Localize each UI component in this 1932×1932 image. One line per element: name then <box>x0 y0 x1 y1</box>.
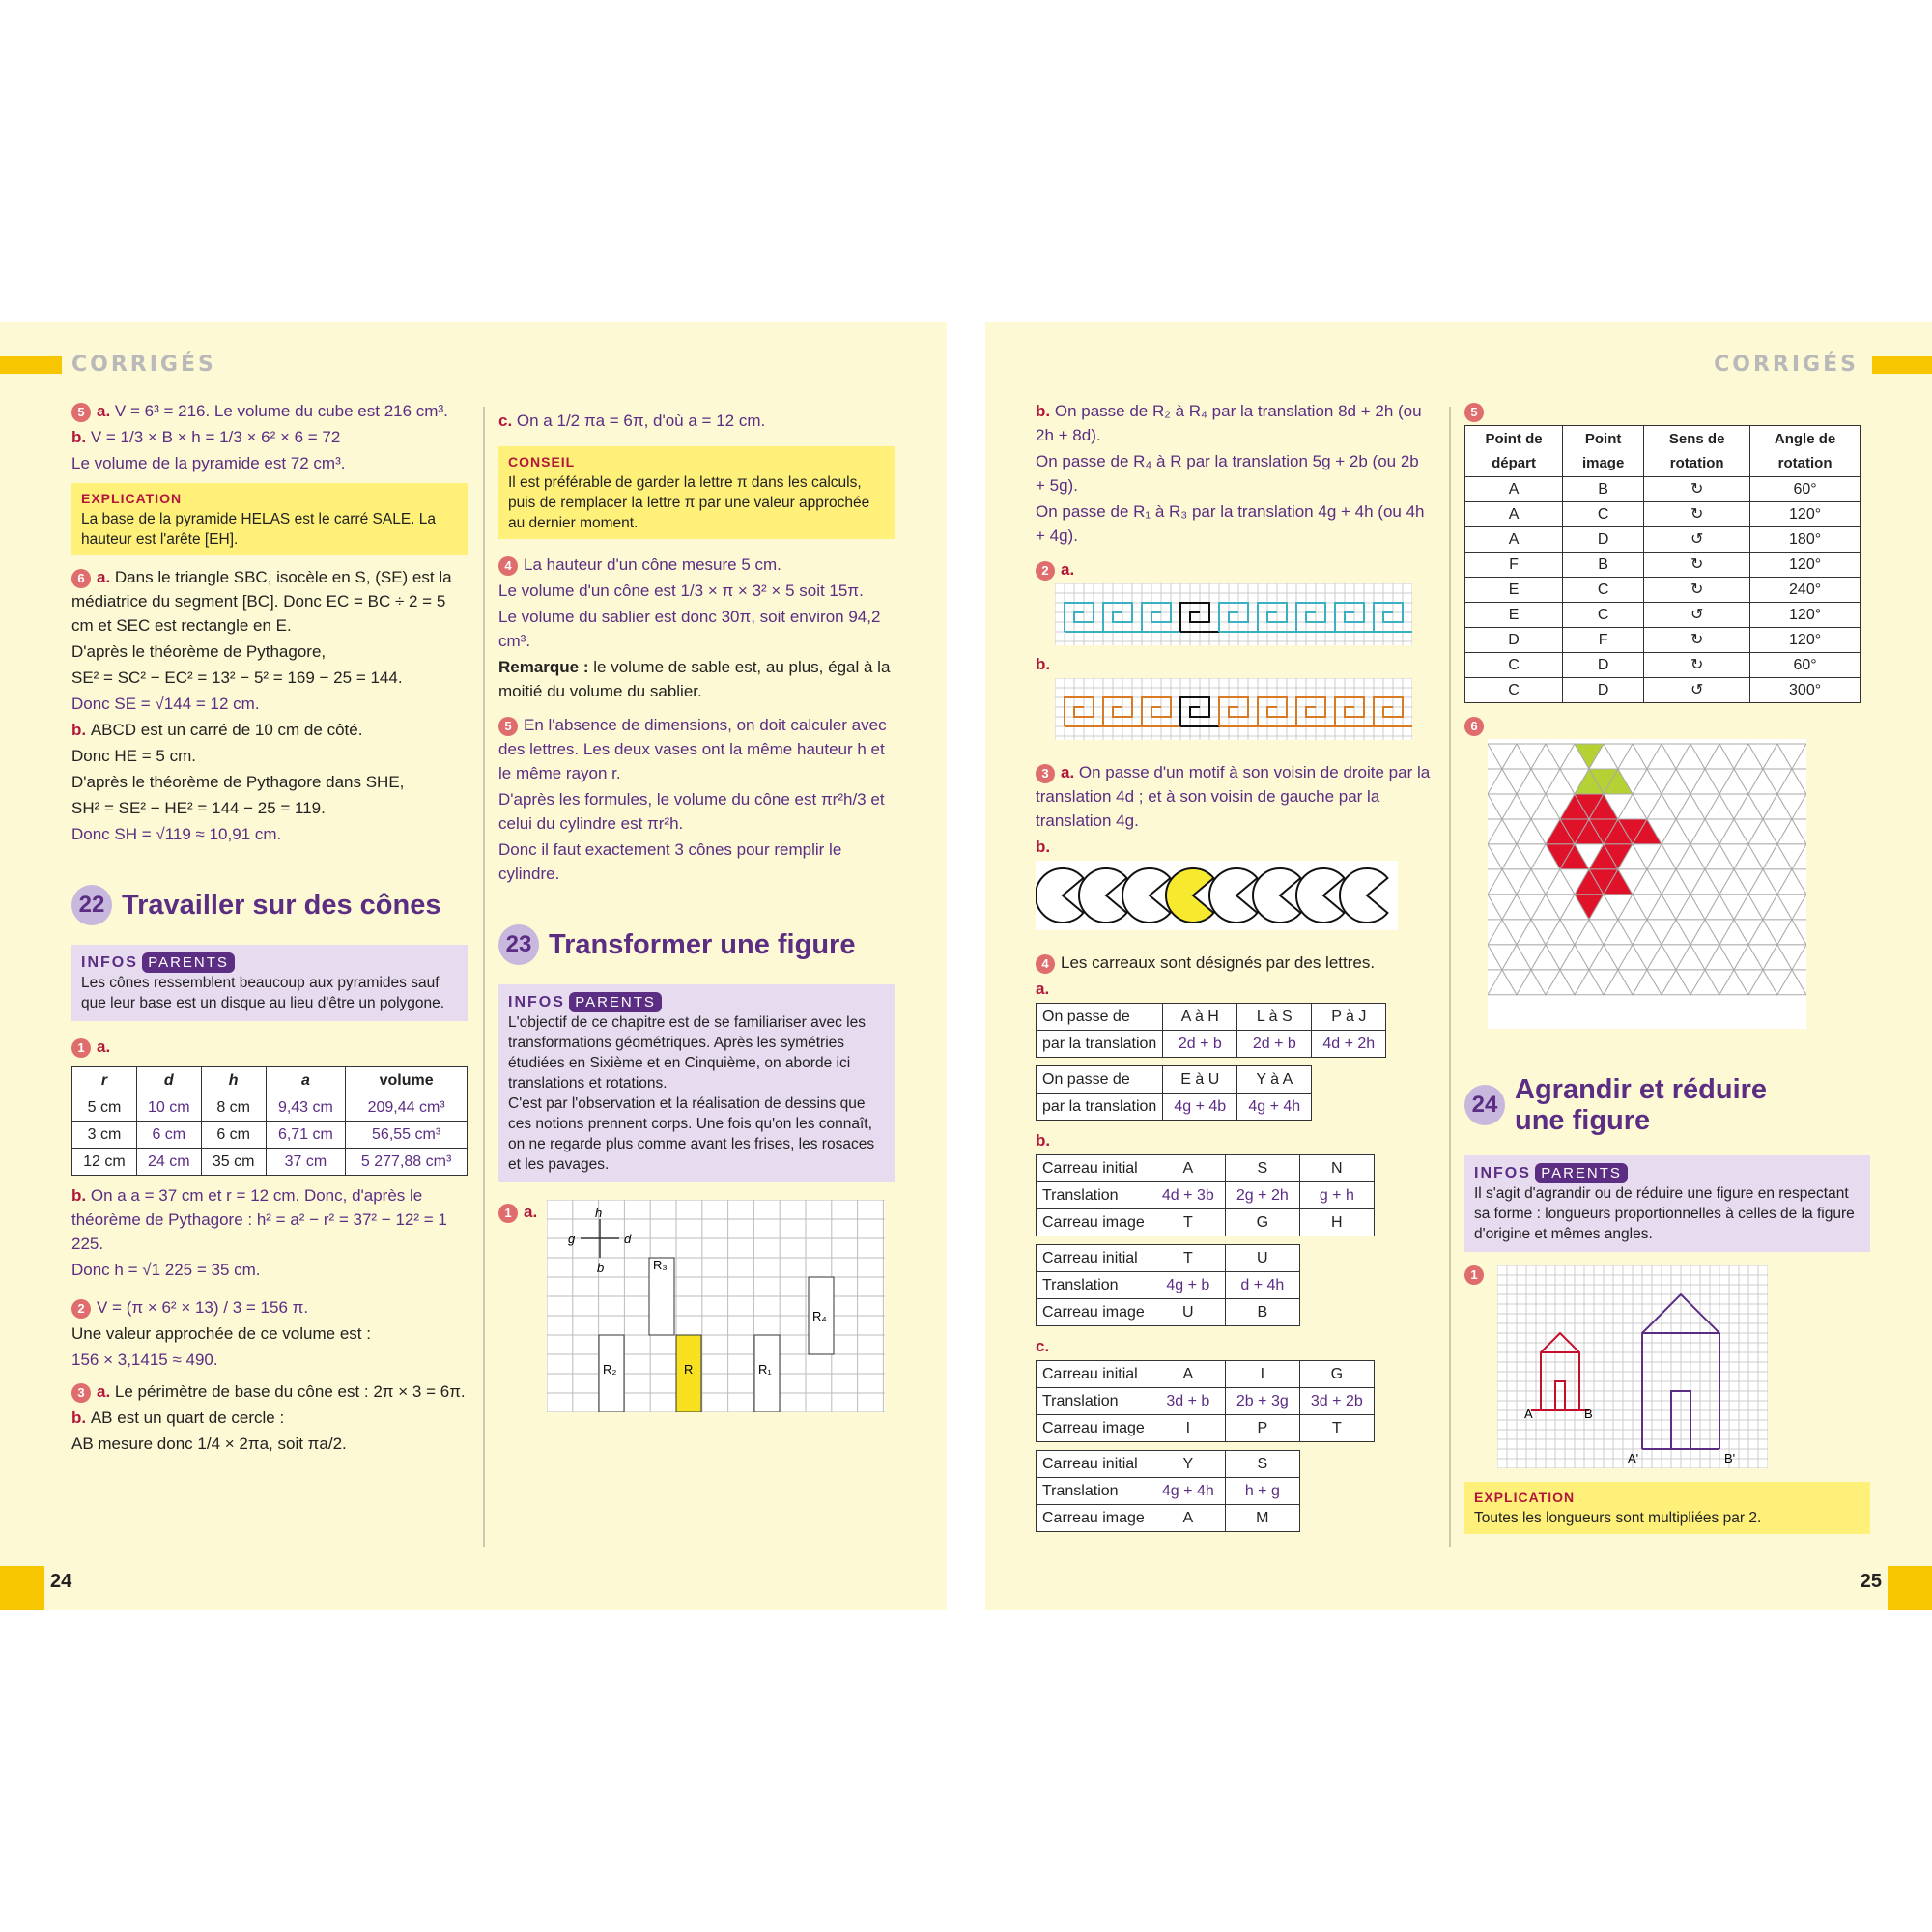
table-a2 <box>1036 1065 1312 1121</box>
table-cell: 4g + b <box>1151 1272 1225 1299</box>
infos-text: Il s'agit d'agrandir ou de réduire une figure en respectant sa forme : longueurs proportionnelles à celles de la figure d'origine et mêmes angles. <box>1474 1185 1855 1242</box>
q2-2: Une valeur approchée de ce volume est : <box>71 1324 371 1343</box>
table-cell: Y à A <box>1237 1066 1312 1094</box>
label-R4: R₄ <box>812 1309 827 1323</box>
section-23-heading <box>498 924 895 965</box>
b-1: On passe de R₂ à R₄ par la translation 8d + 2h (ou 2h + 8d). <box>1036 402 1422 444</box>
explanation-title: EXPLICATION <box>81 491 183 506</box>
table-cell: I <box>1151 1415 1225 1442</box>
table-cell: 6 cm <box>201 1122 266 1149</box>
table-cell: 3d + b <box>1151 1388 1225 1415</box>
house-enlargement <box>1497 1265 1768 1468</box>
left-column-1: 5 a. V = 6³ = 216. Le volume du cube est 216 cm³. b. V = 1/3 × B × h = 1/3 × 6² × 6 = 72 Le volume de la pyramide est 72 cm³. EXPLICATION La base de la pyramide HELAS est le carré SALE. La hauteur est l'arête [EH]. 6 a. Dans le triangle SBC, isocèle en S, (SE) est la médiatrice du segment [BC]. Donc EC = BC ÷ 2 = 5 cm et SEC est rectangle en E. D'après le théorème de Pythagore, SE² = SC² − EC² = 13² − 5² = 169 − 25 = 144. Donc SE = √144 = 12 cm. b. ABCD est un carré de 10 cm de côté. Donc HE = 5 cm. D'après le théorème de Pythagore dans SHE, SH² = SE² − HE² = 144 − 25 = 119. Donc SH = √119 ≈ 10,91 cm. 22 Travailler sur des cônes INFOS PARENTS Les cônes ressemblent beaucoup aux pyramides sauf que leur base est un disque au lieu d'être un polygone. 1 a. r d h a volume 5 cm 10 cm 8 cm 9,43 cm 209,44 cm³ 3 cm 6 cm 6 cm 6,71 cm 56,55 cm³ 12 cm 24 cm 35 cm 37 cm 5 277,88 cm³ b. On a a = 37 cm et r = 12 cm. Donc, d'après le théorème de Pythagore : h² = a² − r² = 37² − 12² = 1 225. Donc h = √1 225 = 35 cm. 2 V = (π × 6² × 13) / 3 = 156 π. Une valeur approchée de ce volume est : 156 × 3,1415 ≈ 490. 3 a. Le périmètre de base du cône est : 2π × 3 = 6π. b. AB est un quart de cercle : AB mesure donc 1/4 × 2πa, soit πa/2. <box>71 399 468 1458</box>
table-cell: 6 cm <box>136 1122 201 1149</box>
table-cell: 120° <box>1750 603 1861 628</box>
table-cell: par la translation <box>1037 1031 1163 1058</box>
qc: On a 1/2 πa = 6π, d'où a = 12 cm. <box>516 412 766 430</box>
table-cell: C <box>1465 678 1563 703</box>
q3b-2: AB mesure donc 1/4 × 2πa, soit πa/2. <box>71 1435 347 1453</box>
table-cell: U <box>1151 1299 1225 1326</box>
page-number-left: 24 <box>50 1571 72 1592</box>
table-header: Sens de rotation <box>1644 426 1750 477</box>
table-cell: D <box>1563 653 1644 678</box>
explanation-box <box>71 483 468 555</box>
explanation-title: EXPLICATION <box>1474 1490 1576 1505</box>
table-cell: U <box>1225 1245 1299 1272</box>
q6a-1: Dans le triangle SBC, isocèle en S, (SE) est la médiatrice du segment [BC]. Donc EC = BC ÷ 2 = 5 cm et SEC est rectangle en E. <box>71 568 452 635</box>
section-number: 22 <box>71 885 112 925</box>
q3a: Le périmètre de base du cône est : 2π × 3 = 6π. <box>114 1382 466 1401</box>
q4: Les carreaux sont désignés par des lettres. <box>1061 953 1376 972</box>
table-a1 <box>1036 1003 1386 1058</box>
question-number: 6 <box>71 569 91 588</box>
section-title: Transformer une figure <box>549 929 856 960</box>
table-cell: Translation <box>1037 1272 1151 1299</box>
infos-text-1: L'objectif de ce chapitre est de se familiariser avec les transformations géométriques. Après les symétries étudiées en Sixième et en Cinquième, on aborde ici translations et rotations. <box>508 1014 866 1092</box>
table-cell: N <box>1299 1155 1374 1182</box>
q3b-1: AB est un quart de cercle : <box>90 1408 285 1427</box>
table-cell: g + h <box>1299 1182 1374 1209</box>
question-number: 1 <box>71 1038 91 1058</box>
page-corner-right <box>1888 1566 1932 1610</box>
table-cell: Translation <box>1037 1388 1151 1415</box>
q6b-3: D'après le théorème de Pythagore dans SHE, <box>71 773 405 791</box>
label-R: R <box>684 1362 694 1377</box>
b-3: On passe de R₁ à R₃ par la translation 4g + 4h (ou 4h + 4g). <box>1036 502 1425 545</box>
page-corner-left <box>0 1566 44 1610</box>
table-cell: T <box>1151 1209 1225 1236</box>
q5-2: D'après les formules, le volume du cône est πr²h/3 et celui du cylindre est πr²h. <box>498 790 885 833</box>
table-cell: ↻ <box>1644 553 1750 578</box>
table-cell: 60° <box>1750 477 1861 502</box>
explanation-box <box>1464 1482 1870 1534</box>
table-cell: A <box>1151 1155 1225 1182</box>
table-cell: ↻ <box>1644 653 1750 678</box>
table-row <box>1465 477 1861 502</box>
table-row <box>1037 1361 1375 1388</box>
q6a-4: Donc SE = √144 = 12 cm. <box>71 695 260 713</box>
table-cell: On passe de <box>1037 1004 1163 1031</box>
table-cell: ↻ <box>1644 477 1750 502</box>
right-column-2 <box>1464 399 1870 1542</box>
label-R1: R₁ <box>758 1362 772 1377</box>
table-header: h <box>201 1067 266 1094</box>
label-b: b <box>597 1261 605 1275</box>
explanation-text: Toutes les longueurs sont multipliées par 2. <box>1474 1510 1762 1526</box>
table-cell: 5 cm <box>72 1094 137 1122</box>
q6a-2: D'après le théorème de Pythagore, <box>71 642 327 661</box>
q6b-2: Donc HE = 5 cm. <box>71 747 196 765</box>
table-row <box>1465 578 1861 603</box>
page-number-right: 25 <box>1860 1571 1882 1592</box>
table-row <box>1465 628 1861 653</box>
q2-3: 156 × 3,1415 ≈ 490. <box>71 1350 218 1369</box>
table-cell: A <box>1465 527 1563 553</box>
header-bar-right <box>1872 356 1932 374</box>
table-row <box>1465 603 1861 628</box>
table-cell: Translation <box>1037 1478 1151 1505</box>
table-cell: B <box>1563 477 1644 502</box>
table-cell: B <box>1563 553 1644 578</box>
right-column-1: b. On passe de R₂ à R₄ par la translation 8d + 2h (ou 2h + 8d). On passe de R₄ à R par la translation 5g + 2b (ou 2b + 5g). On passe de R₁ à R₃ par la translation 4g + 4h (ou 4h + 4g). 2 a. b. 3 a. On passe d'un motif à son voisin de droite par la translation 4d ; et à son voisin de gauche par la translation 4g. b. 4 Les carreaux sont désignés par des lettres. a. On passe de A à H L à S P à J par la translation 2d + b 2d + b 4d + 2h On passe de E à U Y à A par la translation 4g + 4b 4g + 4h b. Carreau initial A S N Translation 4d + 3b 2g + 2h g + h Carreau image T G H Carreau initial T U Translation 4g + b d + 4h Carreau image U B c. Carreau initial A I G Translation 3d + b 2b + 3g 3d + 2b Carreau image I P T Carreau initial Y S Translation 4g + 4h h + g Carreau image A M <box>1036 399 1432 1540</box>
q6b-4: SH² = SE² − HE² = 144 − 25 = 119. <box>71 799 326 817</box>
q4-2: Le volume d'un cône est 1/3 × π × 3² × 5 soit 15π. <box>498 582 864 600</box>
label-d: d <box>624 1232 632 1246</box>
table-row <box>1037 1155 1375 1182</box>
table-cell: ↻ <box>1644 578 1750 603</box>
table-cell: P à J <box>1312 1004 1386 1031</box>
table-cell: E à U <box>1163 1066 1237 1094</box>
table-cell: 4g + 4h <box>1151 1478 1225 1505</box>
table-cell: 9,43 cm <box>266 1094 346 1122</box>
label-h: h <box>595 1206 603 1220</box>
table-cell: 120° <box>1750 628 1861 653</box>
infos-parents-box <box>498 984 895 1182</box>
parents-label: PARENTS <box>1535 1163 1628 1183</box>
table-cell: 4d + 2h <box>1312 1031 1386 1058</box>
table-cell: 180° <box>1750 527 1861 553</box>
table-row <box>1037 1209 1375 1236</box>
section-number: 23 <box>498 924 539 965</box>
table-row <box>72 1094 468 1122</box>
question-number: 5 <box>1464 403 1484 422</box>
infos-parents-box <box>1464 1155 1870 1252</box>
b-2: On passe de R₄ à R par la translation 5g + 2b (ou 2b + 5g). <box>1036 452 1419 495</box>
label-g: g <box>568 1232 576 1246</box>
table-row <box>1037 1272 1300 1299</box>
label-A: A <box>1524 1406 1533 1421</box>
table-cell: 3 cm <box>72 1122 137 1149</box>
table-cell: ↻ <box>1644 502 1750 527</box>
table-cell: C <box>1563 603 1644 628</box>
label-R2: R₂ <box>603 1362 617 1377</box>
table-cell: G <box>1299 1361 1374 1388</box>
table-cell: ↻ <box>1644 628 1750 653</box>
table-row <box>1037 1245 1300 1272</box>
table-cell: F <box>1465 553 1563 578</box>
table-cell: T <box>1151 1245 1225 1272</box>
table-row <box>1465 653 1861 678</box>
translation-grid <box>547 1200 885 1412</box>
table-cell: L à S <box>1237 1004 1312 1031</box>
table-cell: 209,44 cm³ <box>346 1094 468 1122</box>
q4-1: La hauteur d'un cône mesure 5 cm. <box>524 555 781 574</box>
conseil-box <box>498 446 895 539</box>
table-cell: d + 4h <box>1225 1272 1299 1299</box>
table-row <box>1465 553 1861 578</box>
table-cell: 37 cm <box>266 1149 346 1176</box>
frieze-orange <box>1055 678 1412 740</box>
q4-3: Le volume du sablier est donc 30π, soit environ 94,2 cm³. <box>498 608 881 650</box>
table-cell: 2g + 2h <box>1225 1182 1299 1209</box>
table-row <box>1037 1388 1375 1415</box>
table-cell: C <box>1465 653 1563 678</box>
question-number: 2 <box>71 1299 91 1319</box>
table-cell: C <box>1563 578 1644 603</box>
table-header: a <box>266 1067 346 1094</box>
table-cell: 5 277,88 cm³ <box>346 1149 468 1176</box>
label-R3: R₃ <box>653 1258 668 1272</box>
table-row <box>1465 678 1861 703</box>
rotation-table <box>1464 425 1861 703</box>
question-number: 3 <box>1036 764 1055 783</box>
table-header: volume <box>346 1067 468 1094</box>
table-cell: Carreau image <box>1037 1209 1151 1236</box>
table-cell: 4d + 3b <box>1151 1182 1225 1209</box>
q1b-1: On a a = 37 cm et r = 12 cm. Donc, d'après le théorème de Pythagore : h² = a² − r² = 37² − 12² = 1 225. <box>71 1186 447 1253</box>
table-cell: 2d + b <box>1237 1031 1312 1058</box>
table-row <box>1037 1451 1300 1478</box>
section-24-heading <box>1464 1074 1870 1136</box>
table-cell: 12 cm <box>72 1149 137 1176</box>
q5-1: En l'absence de dimensions, on doit calculer avec des lettres. Les deux vases ont la même hauteur h et le même rayon r. <box>498 716 887 782</box>
question-number: 2 <box>1036 561 1055 581</box>
header-bar-left <box>0 356 62 374</box>
table-cell: 120° <box>1750 553 1861 578</box>
infos-text: Les cônes ressemblent beaucoup aux pyramides sauf que leur base est un disque au lieu d'être un polygone. <box>81 975 445 1011</box>
table-cell: ↺ <box>1644 678 1750 703</box>
table-cell: par la translation <box>1037 1094 1163 1121</box>
table-header: Angle de rotation <box>1750 426 1861 477</box>
table-cell: Translation <box>1037 1182 1151 1209</box>
table-cell: Carreau image <box>1037 1505 1151 1532</box>
column-divider <box>483 407 485 1547</box>
table-cell: Carreau initial <box>1037 1245 1151 1272</box>
table-cell: 120° <box>1750 502 1861 527</box>
question-number: 5 <box>71 403 91 422</box>
table-cell: G <box>1225 1209 1299 1236</box>
table-row <box>1465 502 1861 527</box>
table-header: Point de départ <box>1465 426 1563 477</box>
question-number: 5 <box>498 717 518 736</box>
question-number: 1 <box>1464 1265 1484 1285</box>
header-right: CORRIGÉS <box>1714 353 1859 377</box>
label-B: B <box>1584 1406 1593 1421</box>
table-row <box>1037 1505 1300 1532</box>
q5-3: Donc il faut exactement 3 cônes pour remplir le cylindre. <box>498 840 842 883</box>
q2-1: V = (π × 6² × 13) / 3 = 156 π. <box>97 1298 309 1317</box>
table-cell: 4g + 4b <box>1163 1094 1237 1121</box>
table-row <box>72 1149 468 1176</box>
table-cell: A <box>1465 477 1563 502</box>
table-cell: H <box>1299 1209 1374 1236</box>
table-cell: 3d + 2b <box>1299 1388 1374 1415</box>
table-cell: Carreau image <box>1037 1299 1151 1326</box>
header-left: CORRIGÉS <box>71 353 216 377</box>
q6b-1: ABCD est un carré de 10 cm de côté. <box>90 721 363 739</box>
table-header: r <box>72 1067 137 1094</box>
table-cell: I <box>1225 1361 1299 1388</box>
infos-label: INFOS <box>1474 1165 1531 1181</box>
table-cell: 10 cm <box>136 1094 201 1122</box>
table-c1 <box>1036 1360 1375 1442</box>
table-cell: Y <box>1151 1451 1225 1478</box>
table-cell: E <box>1465 603 1563 628</box>
table-cell: 56,55 cm³ <box>346 1122 468 1149</box>
frieze-cyan <box>1055 583 1412 645</box>
infos-parents-box <box>71 945 468 1021</box>
table-cell: 35 cm <box>201 1149 266 1176</box>
table-cell: 4g + 4h <box>1237 1094 1312 1121</box>
remarque-label: Remarque : <box>498 658 589 676</box>
table-header: Point image <box>1563 426 1644 477</box>
question-number: 4 <box>498 556 518 576</box>
table-header: d <box>136 1067 201 1094</box>
conseil-title: CONSEIL <box>508 454 576 469</box>
table-cell: S <box>1225 1451 1299 1478</box>
table-cell: Carreau initial <box>1037 1361 1151 1388</box>
table-cell: 24 cm <box>136 1149 201 1176</box>
table-b1 <box>1036 1154 1375 1236</box>
section-title: Travailler sur des cônes <box>122 890 441 921</box>
table-row <box>1037 1004 1386 1031</box>
q1b-2: Donc h = √1 225 = 35 cm. <box>71 1261 261 1279</box>
table-cell: On passe de <box>1037 1066 1163 1094</box>
label-A-prime: A' <box>1628 1451 1639 1465</box>
question-number: 1 <box>498 1204 518 1223</box>
table-cell: E <box>1465 578 1563 603</box>
table-b2 <box>1036 1244 1300 1326</box>
explanation-text: La base de la pyramide HELAS est le carré SALE. La hauteur est l'arête [EH]. <box>81 511 437 548</box>
table-cell: 300° <box>1750 678 1861 703</box>
table-cell: ↺ <box>1644 603 1750 628</box>
table-cell: F <box>1563 628 1644 653</box>
table-cell: 8 cm <box>201 1094 266 1122</box>
table-cell: C <box>1563 502 1644 527</box>
question-number: 6 <box>1464 717 1484 736</box>
section-22-heading <box>71 885 468 925</box>
table-cell: D <box>1465 628 1563 653</box>
parents-label: PARENTS <box>142 952 235 973</box>
left-column-2: c. On a 1/2 πa = 6π, d'où a = 12 cm. CONSEIL Il est préférable de garder la lettre π dans les calculs, puis de remplacer la lettre π par une valeur approchée au dernier moment. 4 La hauteur d'un cône mesure 5 cm. Le volume d'un cône est 1/3 × π × 3² × 5 soit 15π. Le volume du sablier est donc 30π, soit environ 94,2 cm³. Remarque : le volume de sable est, au plus, égal à la moitié du volume du sablier. 5 En l'absence de dimensions, on doit calculer avec des lettres. Les deux vases ont la même hauteur h et le même rayon r. D'après les formules, le volume du cône est πr²h/3 et celui du cylindre est πr²h. Donc il faut exactement 3 cônes pour remplir le cylindre. 23 Transformer une figure INFOS PARENTS L'objectif de ce chapitre est de se familiariser avec les transformations géométriques. Après les symétries étudiées en Sixième et en Cinquième, on aborde ici translations et rotations. C'est par l'observation et la réalisation de dessins que ces notions prennent corps. Une fois qu'on les connaît, on ne regarde plus comme avant les frises, les rosaces et les pavages. 1 a. h g d b R₃ R₄ R₂ R R₁ <box>498 399 895 1412</box>
cone-table <box>71 1066 468 1176</box>
table-row <box>1037 1299 1300 1326</box>
table-row <box>1465 527 1861 553</box>
label-B-prime: B' <box>1724 1451 1736 1465</box>
star-rosace <box>1488 739 1806 1029</box>
table-cell: 2b + 3g <box>1225 1388 1299 1415</box>
table-row <box>1037 1182 1375 1209</box>
infos-label: INFOS <box>81 954 138 971</box>
table-row <box>1037 1094 1312 1121</box>
question-number: 3 <box>71 1383 91 1403</box>
table-cell: 240° <box>1750 578 1861 603</box>
conseil-text: Il est préférable de garder la lettre π dans les calculs, puis de remplacer la lettre π par une valeur approchée au dernier moment. <box>508 474 870 531</box>
table-row <box>72 1122 468 1149</box>
table-cell: D <box>1563 527 1644 553</box>
table-cell: D <box>1563 678 1644 703</box>
table-cell: Carreau initial <box>1037 1155 1151 1182</box>
table-cell: Carreau image <box>1037 1415 1151 1442</box>
pacman-frieze <box>1036 861 1398 930</box>
table-cell: 2d + b <box>1163 1031 1237 1058</box>
section-number: 24 <box>1464 1085 1505 1125</box>
question-number: 4 <box>1036 954 1055 974</box>
table-row <box>1037 1415 1375 1442</box>
table-cell: B <box>1225 1299 1299 1326</box>
section-title: Agrandir et réduire une figure <box>1515 1074 1768 1136</box>
table-cell: 6,71 cm <box>266 1122 346 1149</box>
remarque-text: le volume de sable est, au plus, égal à la moitié du volume du sablier. <box>498 658 891 700</box>
table-cell: A <box>1151 1505 1225 1532</box>
left-page <box>0 322 947 1610</box>
table-cell: 60° <box>1750 653 1861 678</box>
table-cell: M <box>1225 1505 1299 1532</box>
table-cell: h + g <box>1225 1478 1299 1505</box>
right-page <box>985 322 1932 1610</box>
table-cell: A <box>1151 1361 1225 1388</box>
q5b: V = 1/3 × B × h = 1/3 × 6² × 6 = 72 <box>90 428 341 446</box>
column-divider <box>1449 407 1451 1547</box>
infos-text-2: C'est par l'observation et la réalisation de dessins que ces notions prennent corps. Une fois qu'on les connaît, on ne regarde plus comme avant les frises, les rosaces et les pavages. <box>508 1095 875 1173</box>
table-cell: ↺ <box>1644 527 1750 553</box>
table-cell: Carreau initial <box>1037 1451 1151 1478</box>
q6a-3: SE² = SC² − EC² = 13² − 5² = 169 − 25 = 144. <box>71 668 403 687</box>
infos-label: INFOS <box>508 994 565 1010</box>
table-cell: A <box>1465 502 1563 527</box>
table-cell: P <box>1225 1415 1299 1442</box>
q6b-5: Donc SH = √119 ≈ 10,91 cm. <box>71 825 282 843</box>
table-row <box>1037 1478 1300 1505</box>
parents-label: PARENTS <box>569 992 662 1012</box>
table-cell: A à H <box>1163 1004 1237 1031</box>
table-row <box>1037 1031 1386 1058</box>
table-c2 <box>1036 1450 1300 1532</box>
q3a: On passe d'un motif à son voisin de droite par la translation 4d ; et à son voisin de gauche par la translation 4g. <box>1036 763 1431 830</box>
table-row <box>1037 1066 1312 1094</box>
table-cell: T <box>1299 1415 1374 1442</box>
q5a: V = 6³ = 216. Le volume du cube est 216 cm³. <box>114 402 448 420</box>
q5c: Le volume de la pyramide est 72 cm³. <box>71 454 346 472</box>
table-cell: S <box>1225 1155 1299 1182</box>
